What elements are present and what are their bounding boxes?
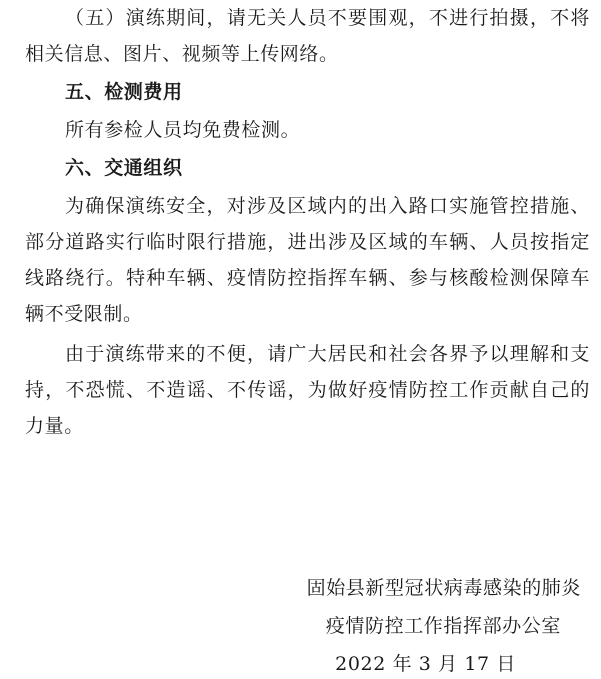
- section-6-paragraph: 为确保演练安全，对涉及区域内的出入路口实施管控措施、部分道路实行临时限行措施，进出涉及区域的车辆、人员按指定线路绕行。特种车辆、疫情防控指挥车辆、参与核酸检测保障车辆不受限制。: [25, 195, 590, 325]
- signature-org-line-1: 固始县新型冠状病毒感染的肺炎: [306, 577, 581, 599]
- section-5-heading: 五、检测费用: [65, 81, 183, 103]
- item-5-paragraph: （五）演练期间，请无关人员不要围观，不进行拍摄，不将相关信息、图片、视频等上传网络。: [25, 7, 590, 65]
- signature-date: 2022 年 3 月 17 日: [335, 653, 516, 675]
- section-6-heading: 六、交通组织: [65, 157, 183, 179]
- closing-paragraph: 由于演练带来的不便，请广大居民和社会各界予以理解和支持，不恐慌、不造谣、不传谣，为做好疫情防控工作贡献自己的力量。: [25, 343, 590, 437]
- signature-org-line-2: 疫情防控工作指挥部办公室: [325, 615, 561, 637]
- section-5-paragraph: 所有参检人员均免费检测。: [65, 119, 301, 141]
